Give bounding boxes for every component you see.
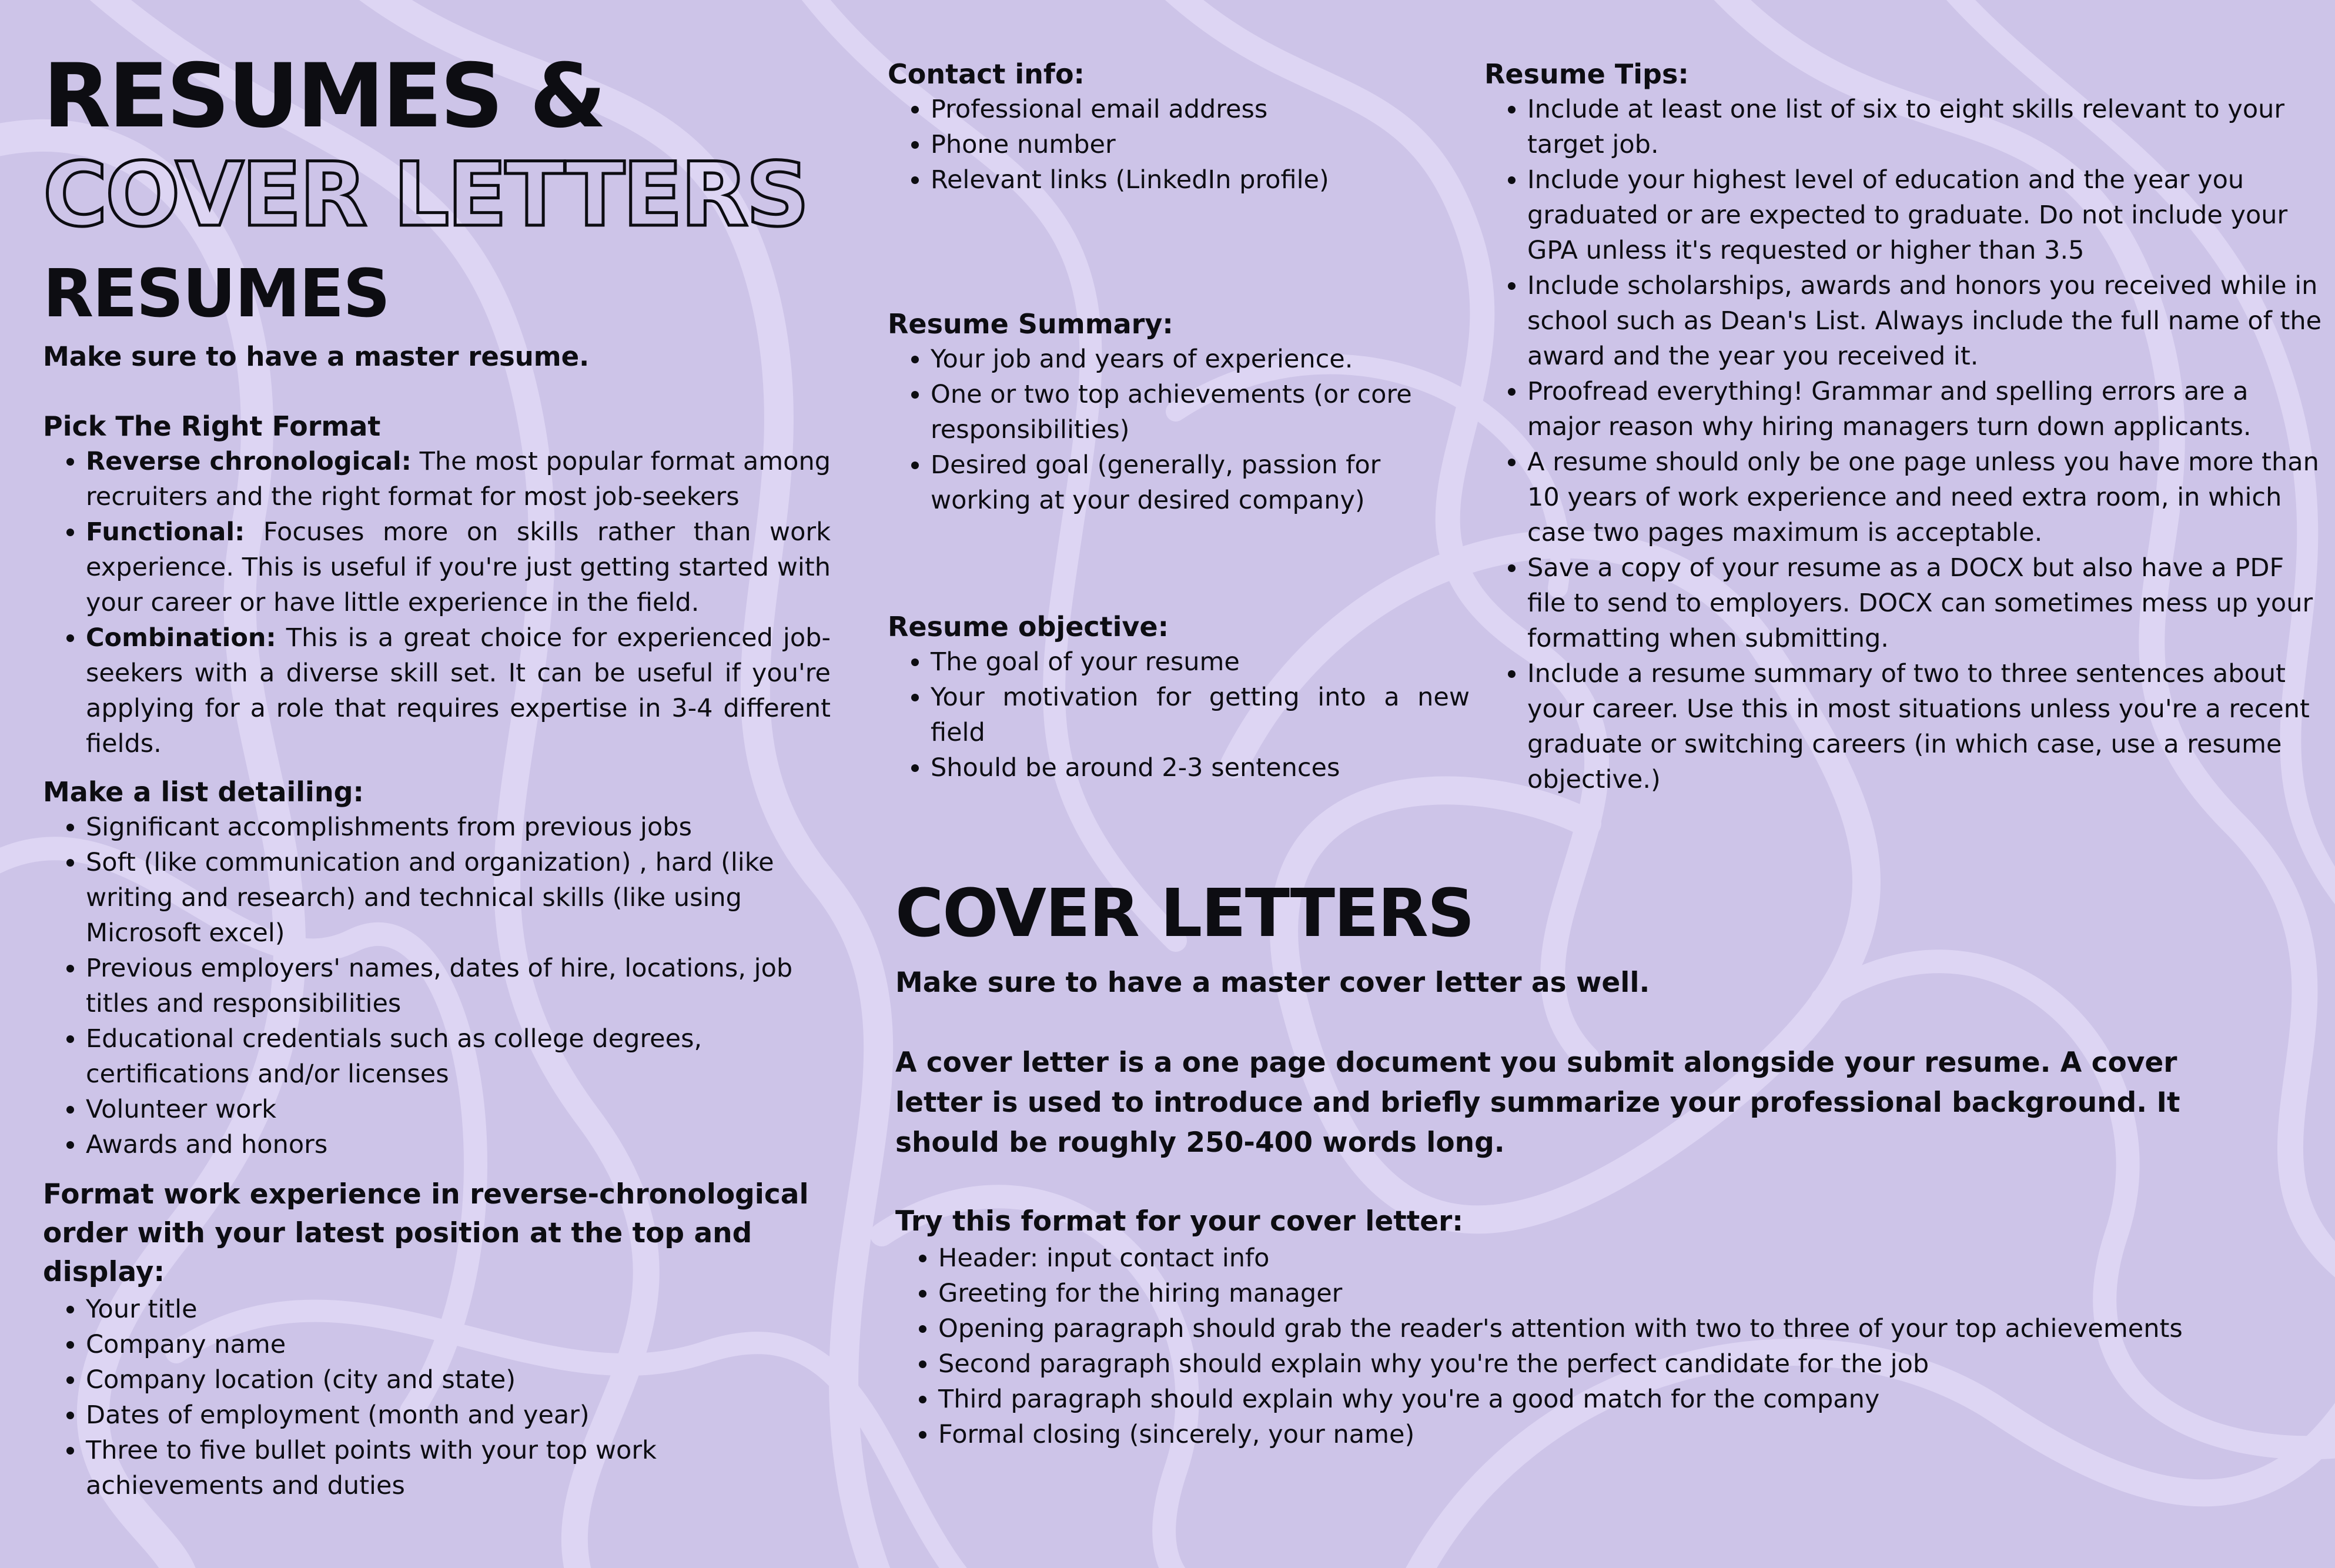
format-term: Combination: xyxy=(86,623,276,653)
list-item: • Include at least one list of six to eight skills relevant to your target job. xyxy=(1527,92,2325,162)
list-item: • Should be around 2-3 sentences xyxy=(931,750,1470,785)
list-item: • Company name xyxy=(86,1327,831,1362)
list-item: • Your motivation for getting into a new field xyxy=(931,680,1470,750)
page-title-line2: COVER LETTERS xyxy=(43,144,807,246)
list-item: • One or two top achievements (or core responsibilities) xyxy=(931,377,1470,447)
list-item: • Three to five bullet points with your top work achievements and duties xyxy=(86,1433,831,1503)
resumes-column xyxy=(43,47,831,1503)
list-item: • Save a copy of your resume as a DOCX but also have a PDF file to send to employers. DOCX can sometimes mess up your formatting when submitting. xyxy=(1527,550,2325,656)
list-item: • Desired goal (generally, passion for working at your desired company) xyxy=(931,447,1470,518)
format-text: This is a great choice for experienced job-seekers with a diverse skill set. It can be useful if you're applying for a role that requires expertise in 3-4 different fields. xyxy=(86,623,831,758)
list-item: • Include scholarships, awards and honors you received while in school such as Dean's List. Always include the full name of the award and the year you received it. xyxy=(1527,268,2325,374)
cover-format-heading: Try this format for your cover letter: xyxy=(895,1205,1464,1238)
list-item xyxy=(86,444,831,514)
cover-letters-section xyxy=(895,876,2247,1452)
work-list xyxy=(43,1292,831,1503)
list-item xyxy=(86,514,831,620)
format-term: Reverse chronological: xyxy=(86,447,412,476)
list-item: • Greeting for the hiring manager xyxy=(938,1276,2247,1311)
format-term: Functional: xyxy=(86,517,245,547)
resumes-heading: RESUMES xyxy=(43,256,389,332)
page-title-line1: RESUMES & xyxy=(43,45,604,148)
list-item: • Header: input contact info xyxy=(938,1241,2247,1276)
list-item: • Third paragraph should explain why you're a good match for the company xyxy=(938,1382,2247,1417)
objective-list xyxy=(888,644,1470,785)
list-item: • Educational credentials such as college degrees, certifications and/or licenses xyxy=(86,1021,831,1092)
contact-heading: Contact info: xyxy=(888,58,1085,90)
list-item: • Include your highest level of education and the year you graduated or are expected to graduate. Do not include your GPA unless it's requested or higher than 3.5 xyxy=(1527,162,2325,268)
list-item: • Significant accomplishments from previous jobs xyxy=(86,810,831,845)
list-item: • Awards and honors xyxy=(86,1127,831,1162)
tips-heading: Resume Tips: xyxy=(1484,58,1689,90)
format-text: The most popular format among recruiters and the right format for most job-seekers xyxy=(86,447,831,511)
list-item: • Professional email address xyxy=(931,92,1470,127)
format-text: Focuses more on skills rather than work experience. This is useful if you're just getting started with your career or have little experience in the field. xyxy=(86,517,831,617)
format-heading: Pick The Right Format xyxy=(43,410,381,442)
cover-description: A cover letter is a one page document you submit alongside your resume. A cover letter is used to introduce and briefly summarize your professional background. It should be roughly 250-400 words long. xyxy=(895,1047,2180,1159)
summary-heading: Resume Summary: xyxy=(888,308,1173,340)
list-item: • Previous employers' names, dates of hire, locations, job titles and responsibilities xyxy=(86,951,831,1021)
list-item: • Include a resume summary of two to three sentences about your career. Use this in most situations unless you're a recent graduate or switching careers (in which case, use a resume objective.) xyxy=(1527,656,2325,797)
list-item: • Soft (like communication and organization) , hard (like writing and research) and technical skills (like using Microsoft excel) xyxy=(86,845,831,951)
list-item: • Company location (city and state) xyxy=(86,1362,831,1398)
master-resume-note: Make sure to have a master resume. xyxy=(43,341,590,372)
list-item: • Your job and years of experience. xyxy=(931,342,1470,377)
list-item: • Phone number xyxy=(931,127,1470,162)
list-item: • The goal of your resume xyxy=(931,644,1470,680)
tips-list xyxy=(1484,92,2325,797)
format-list xyxy=(43,444,831,761)
list-item: • A resume should only be one page unless you have more than 10 years of work experience and need extra room, in which case two pages maximum is acceptable. xyxy=(1527,444,2325,550)
list-item: • Formal closing (sincerely, your name) xyxy=(938,1417,2247,1452)
list-item: • Your title xyxy=(86,1292,831,1327)
tips-column xyxy=(1484,56,2325,797)
details-list xyxy=(43,810,831,1162)
cover-format-list xyxy=(895,1241,2247,1452)
list-item: • Dates of employment (month and year) xyxy=(86,1398,831,1433)
contact-summary-column xyxy=(888,56,1470,785)
cover-letters-heading: COVER LETTERS xyxy=(895,875,1474,952)
list-item: • Relevant links (LinkedIn profile) xyxy=(931,162,1470,198)
objective-heading: Resume objective: xyxy=(888,611,1169,643)
list-item: • Volunteer work xyxy=(86,1092,831,1127)
work-heading: Format work experience in reverse-chronological order with your latest position at the top and display: xyxy=(43,1178,809,1288)
master-cover-note: Make sure to have a master cover letter as well. xyxy=(895,967,1650,999)
summary-list xyxy=(888,342,1470,518)
details-heading: Make a list detailing: xyxy=(43,776,364,808)
list-item xyxy=(86,620,831,761)
list-item: • Opening paragraph should grab the reader's attention with two to three of your top achievements xyxy=(938,1311,2247,1346)
list-item: • Proofread everything! Grammar and spelling errors are a major reason why hiring managers turn down applicants. xyxy=(1527,374,2325,444)
list-item: • Second paragraph should explain why you're the perfect candidate for the job xyxy=(938,1346,2247,1382)
contact-list xyxy=(888,92,1470,198)
